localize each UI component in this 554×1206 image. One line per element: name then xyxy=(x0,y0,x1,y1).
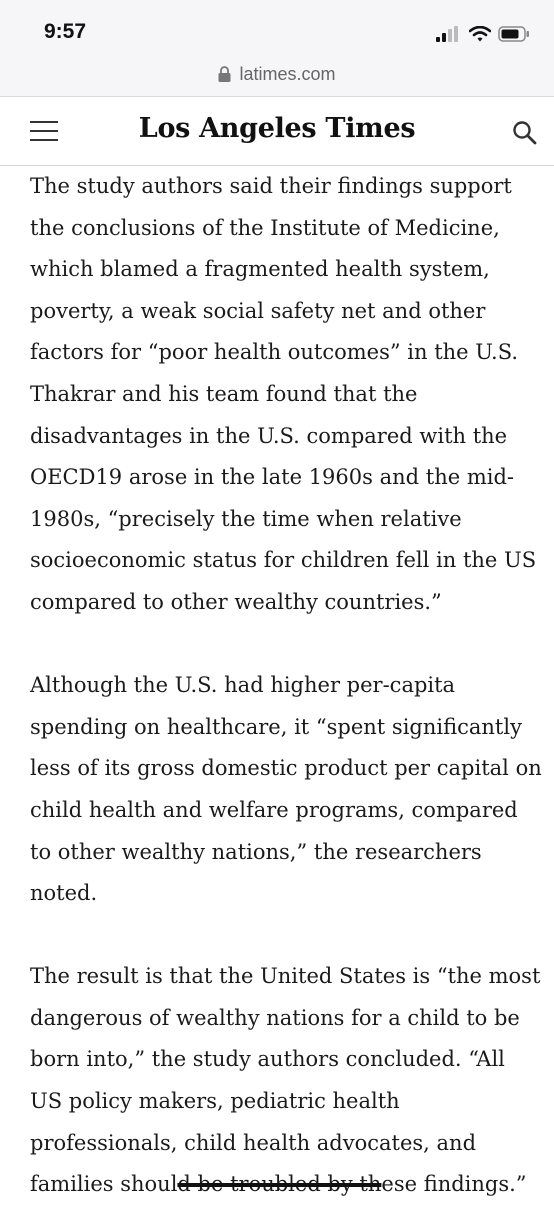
paragraph-1 xyxy=(30,166,537,624)
address-bar[interactable] xyxy=(0,64,554,85)
paragraph-2 xyxy=(30,665,542,915)
text-line: noted. xyxy=(30,881,98,906)
hamburger-menu-icon-bar xyxy=(30,139,58,141)
menu-button[interactable] xyxy=(30,121,60,143)
text-line: US policy makers, pediatric health xyxy=(30,1089,400,1114)
text-line: which blamed a fragmented health system, xyxy=(30,257,490,282)
lock-icon xyxy=(218,66,231,82)
text-line: The result is that the United States is “the most xyxy=(30,964,541,989)
text-line: 1980s, “precisely the time when relative xyxy=(30,506,462,531)
text-line: poverty, a weak social safety net and other xyxy=(30,298,486,323)
site-header xyxy=(0,96,554,166)
paragraph-3 xyxy=(30,956,541,1206)
text-line: born into,” the study authors concluded. “All xyxy=(30,1047,505,1072)
battery-icon xyxy=(498,26,530,42)
url-text: latimes.com xyxy=(239,64,336,84)
text-line: professionals, child health advocates, and xyxy=(30,1130,477,1155)
text-line: The study authors said their findings support xyxy=(30,174,512,198)
paragraph-spacer xyxy=(30,915,530,957)
text-line: spending on healthcare, it “spent significantly xyxy=(30,714,522,739)
text-line: OECD19 arose in the late 1960s and the mid- xyxy=(30,465,514,490)
text-line: the conclusions of the Institute of Medicine, xyxy=(30,215,500,240)
status-time: 9:57 xyxy=(44,20,87,43)
text-line: to other wealthy nations,” the researchers xyxy=(30,839,482,864)
status-icons xyxy=(436,26,536,42)
search-icon xyxy=(512,120,538,146)
text-after-strike: ese findings.” xyxy=(381,1172,527,1197)
text-line: less of its gross domestic product per capital on xyxy=(30,756,542,781)
text-line: disadvantages in the U.S. compared with the xyxy=(30,423,508,448)
struck-through-text: d be troubled by th xyxy=(177,1172,382,1197)
hamburger-menu-icon-bar xyxy=(30,130,58,132)
article-body xyxy=(30,166,542,1206)
text-before-strike: families shoul xyxy=(30,1172,178,1197)
text-line: dangerous of wealthy nations for a child to be xyxy=(30,1005,520,1030)
browser-chrome xyxy=(0,0,554,96)
cellular-signal-icon xyxy=(436,26,458,42)
text-line: child health and welfare programs, compared xyxy=(30,797,518,822)
paragraph-spacer xyxy=(30,624,530,666)
search-button[interactable] xyxy=(512,120,538,146)
hamburger-menu-icon xyxy=(30,121,58,123)
text-line: compared to other wealthy countries.” xyxy=(30,589,442,614)
masthead-logo[interactable]: Los Angeles Times xyxy=(138,113,416,144)
text-line: Although the U.S. had higher per-capita xyxy=(30,673,456,698)
text-line: factors for “poor health outcomes” in the U.S. xyxy=(30,340,519,365)
text-line: Thakrar and his team found that the xyxy=(30,381,418,406)
text-line: socioeconomic status for children fell in the US xyxy=(30,548,537,573)
wifi-icon xyxy=(469,26,491,42)
